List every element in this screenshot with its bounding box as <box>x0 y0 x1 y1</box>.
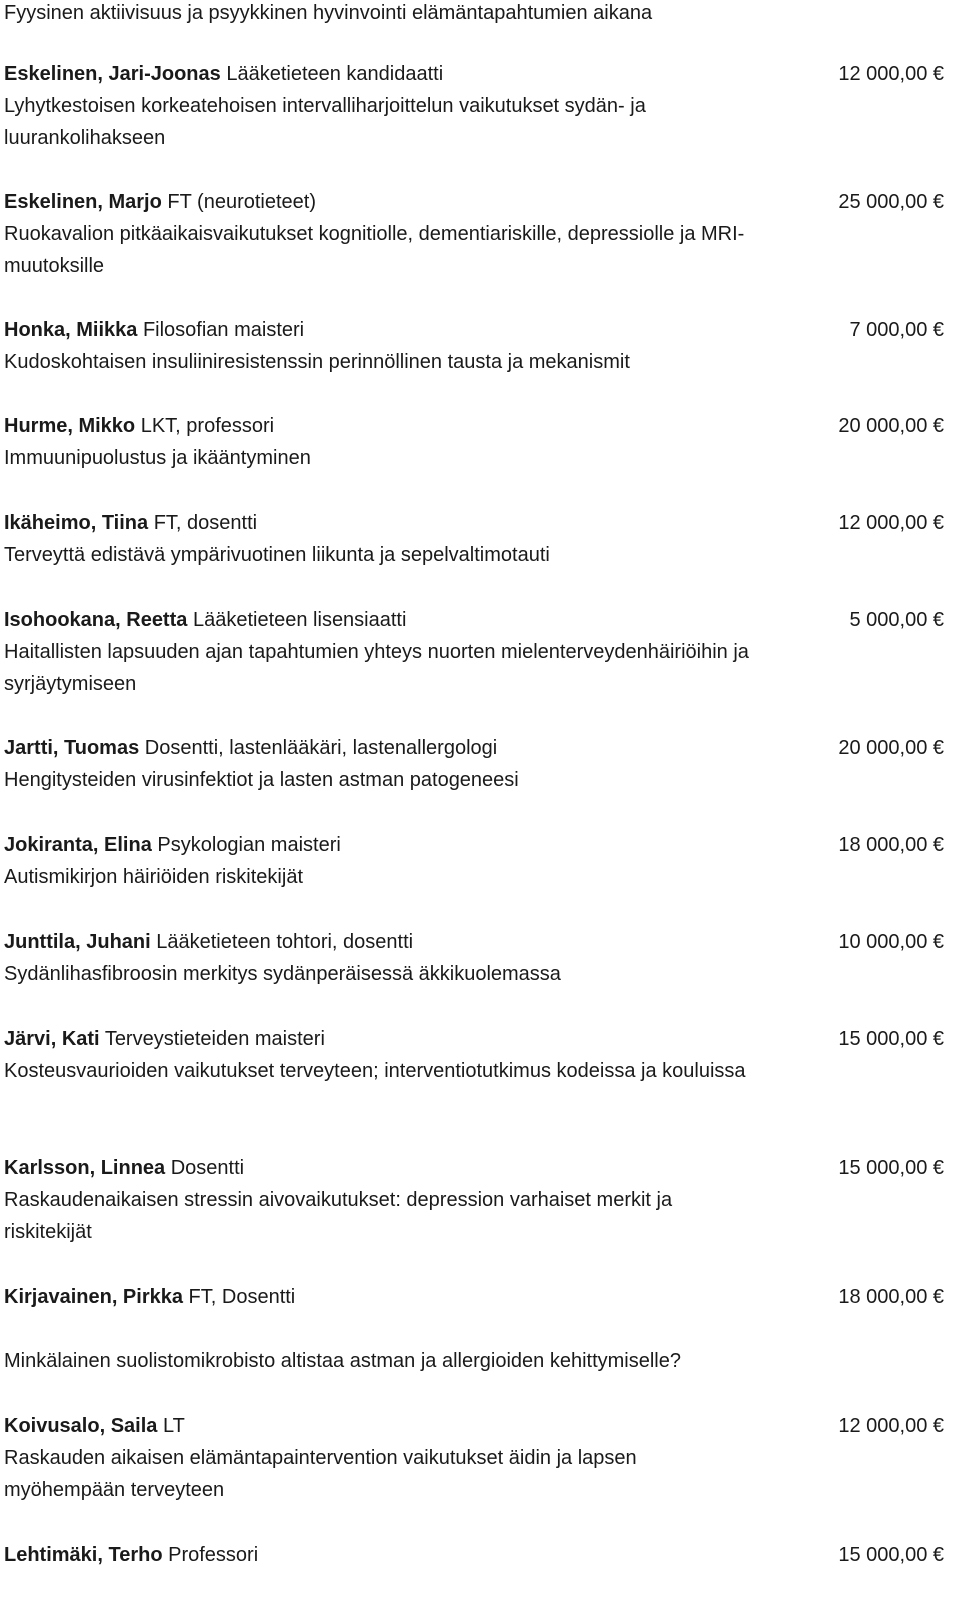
recipient-name: Kirjavainen, Pirkka <box>4 1286 183 1308</box>
recipient-title: Dosentti <box>170 1157 245 1179</box>
grant-entry <box>4 926 944 990</box>
grant-entry <box>4 604 944 700</box>
research-topic: Raskaudenaikaisen stressin aivovaikutukset: depression varhaiset merkit ja riskitekijät <box>4 1189 673 1243</box>
research-topic: Terveyttä edistävä ympärivuotinen liikunta ja sepelvaltimotauti <box>4 544 550 566</box>
grant-entry <box>4 732 944 796</box>
recipient-name: Ikäheimo, Tiina <box>4 512 149 534</box>
grant-amount: 25 000,00 € <box>838 191 944 213</box>
recipient-row <box>4 314 944 346</box>
grant-amount: 15 000,00 € <box>838 1544 944 1566</box>
grant-entry <box>4 58 944 154</box>
grant-amount: 12 000,00 € <box>838 63 944 85</box>
recipient-name: Eskelinen, Jari-Joonas <box>4 63 221 85</box>
research-topic: Minkälainen suolistomikrobisto altistaa astman ja allergioiden kehittymiselle? <box>4 1350 681 1372</box>
recipient-row <box>4 1023 944 1055</box>
grant-entry <box>4 1152 944 1248</box>
grant-amount: 18 000,00 € <box>838 834 944 856</box>
recipient-title: Professori <box>168 1544 259 1566</box>
recipient-name: Junttila, Juhani <box>4 931 151 953</box>
recipient-title: LT <box>162 1415 185 1437</box>
grant-amount: 18 000,00 € <box>838 1286 944 1308</box>
recipient-row <box>4 507 944 539</box>
recipient-row <box>4 604 944 636</box>
recipient-name: Koivusalo, Saila <box>4 1415 158 1437</box>
grant-amount: 15 000,00 € <box>838 1028 944 1050</box>
recipient-name: Jokiranta, Elina <box>4 834 152 856</box>
recipient-row <box>4 1152 944 1184</box>
grant-entry <box>4 410 944 474</box>
grant-list-page <box>4 0 944 1566</box>
recipient-title: Lääketieteen lisensiaatti <box>192 609 407 631</box>
recipient-row <box>4 829 944 861</box>
recipient-title: Terveystieteiden maisteri <box>104 1028 325 1050</box>
grant-amount: 5 000,00 € <box>849 609 944 631</box>
recipient-name: Isohookana, Reetta <box>4 609 188 631</box>
recipient-title: FT, dosentti <box>153 512 258 534</box>
research-topic: Raskauden aikaisen elämäntapaintervention vaikutukset äidin ja lapsen myöhempään terveyteen <box>4 1447 637 1501</box>
intro-line: Fyysinen aktiivisuus ja psyykkinen hyvinvointi elämäntapahtumien aikana <box>4 2 653 24</box>
research-topic: Ruokavalion pitkäaikaisvaikutukset kognitiolle, dementiariskille, depressiolle ja MRI-muutoksille <box>4 223 745 277</box>
grant-entry <box>4 1539 944 1571</box>
recipient-row <box>4 926 944 958</box>
research-topic: Hengitysteiden virusinfektiot ja lasten astman patogeneesi <box>4 769 519 791</box>
grant-entry <box>4 1410 944 1506</box>
recipient-name: Hurme, Mikko <box>4 415 136 437</box>
research-topic: Kudoskohtaisen insuliiniresistenssin perinnöllinen tausta ja mekanismit <box>4 351 630 373</box>
recipient-title: Dosentti, lastenlääkäri, lastenallergologi <box>144 737 498 759</box>
recipient-row <box>4 186 944 218</box>
recipient-name: Lehtimäki, Terho <box>4 1544 163 1566</box>
grant-entry <box>4 507 944 571</box>
recipient-row <box>4 1539 944 1571</box>
grant-amount: 15 000,00 € <box>838 1157 944 1179</box>
research-topic: Sydänlihasfibroosin merkitys sydänperäisessä äkkikuolemassa <box>4 963 561 985</box>
recipient-title: FT (neurotieteet) <box>167 191 316 213</box>
recipient-title: Filosofian maisteri <box>142 319 305 341</box>
recipient-name: Järvi, Kati <box>4 1028 100 1050</box>
grant-entry <box>4 186 944 282</box>
recipient-name: Eskelinen, Marjo <box>4 191 162 213</box>
recipient-title: LKT, professori <box>140 415 275 437</box>
recipient-name: Karlsson, Linnea <box>4 1157 166 1179</box>
grant-amount: 12 000,00 € <box>838 512 944 534</box>
research-topic: Kosteusvaurioiden vaikutukset terveyteen; interventiotutkimus kodeissa ja kouluissa <box>4 1060 746 1082</box>
grant-amount: 20 000,00 € <box>838 415 944 437</box>
grant-amount: 10 000,00 € <box>838 931 944 953</box>
research-topic: Autismikirjon häiriöiden riskitekijät <box>4 866 303 888</box>
grant-entry <box>4 829 944 893</box>
recipient-row <box>4 1410 944 1442</box>
recipient-name: Honka, Miikka <box>4 319 138 341</box>
grant-entry <box>4 1281 944 1377</box>
recipient-row <box>4 1281 944 1313</box>
research-topic: Immuunipuolustus ja ikääntyminen <box>4 447 311 469</box>
research-topic: Haitallisten lapsuuden ajan tapahtumien yhteys nuorten mielenterveydenhäiriöihin ja syrjäytymiseen <box>4 641 749 695</box>
grant-entry <box>4 314 944 378</box>
recipient-title: Lääketieteen tohtori, dosentti <box>156 931 414 953</box>
research-topic: Lyhytkestoisen korkeatehoisen intervalliharjoittelun vaikutukset sydän- ja luurankolihakseen <box>4 95 646 149</box>
grant-entry <box>4 1023 944 1087</box>
grant-amount: 12 000,00 € <box>838 1415 944 1437</box>
recipient-title: Psykologian maisteri <box>157 834 341 856</box>
recipient-name: Jartti, Tuomas <box>4 737 140 759</box>
recipient-title: Lääketieteen kandidaatti <box>226 63 444 85</box>
recipient-title: FT, Dosentti <box>188 1286 296 1308</box>
grant-amount: 20 000,00 € <box>838 737 944 759</box>
grant-amount: 7 000,00 € <box>849 319 944 341</box>
recipient-row <box>4 410 944 442</box>
recipient-row <box>4 732 944 764</box>
recipient-row <box>4 58 944 90</box>
